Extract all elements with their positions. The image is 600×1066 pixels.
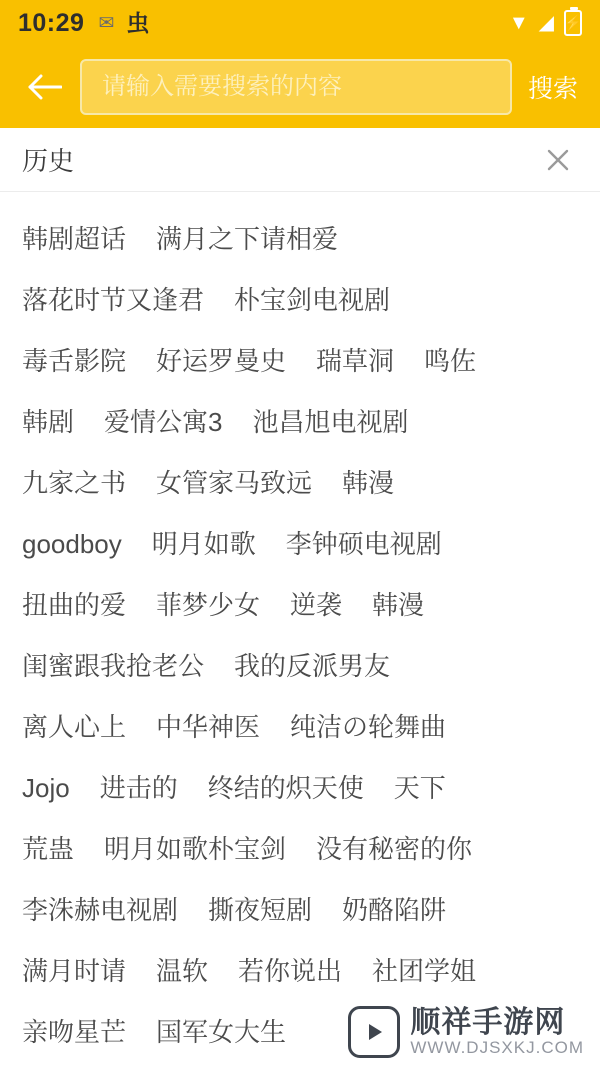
history-tag[interactable]: 毒舌影院 — [22, 345, 127, 376]
history-header — [0, 128, 600, 192]
history-tag[interactable]: 闺蜜跟我抢老公 — [22, 650, 205, 681]
history-tag[interactable]: 韩剧 — [22, 406, 75, 437]
status-left-icons — [98, 9, 150, 36]
search-header — [0, 46, 600, 128]
history-tag-row — [0, 574, 600, 635]
history-tag-row — [0, 330, 600, 391]
history-tag[interactable]: 国军女大生 — [156, 1016, 287, 1047]
history-tag[interactable]: 社团学姐 — [372, 955, 477, 986]
history-tag[interactable]: 九家之书 — [22, 467, 127, 498]
history-tag[interactable]: 明月如歌朴宝剑 — [104, 833, 287, 864]
history-tag[interactable]: 扭曲的爱 — [22, 589, 127, 620]
battery-charging-icon — [564, 10, 582, 36]
history-tag[interactable]: 奶酪陷阱 — [342, 894, 447, 925]
history-tag[interactable]: 满月时请 — [22, 955, 127, 986]
history-tag[interactable]: goodboy — [22, 528, 122, 559]
history-tag[interactable]: 明月如歌 — [151, 528, 256, 559]
history-tag[interactable]: 逆袭 — [290, 589, 343, 620]
search-input[interactable] — [102, 73, 490, 101]
history-tag[interactable]: Jojo — [22, 772, 70, 803]
history-tag[interactable]: 中华神医 — [156, 711, 261, 742]
mail-icon: ✉ — [98, 12, 115, 34]
history-tag[interactable]: 纯洁の轮舞曲 — [290, 711, 447, 742]
history-tag-row — [0, 879, 600, 940]
history-tag[interactable]: 池昌旭电视剧 — [252, 406, 409, 437]
history-tag[interactable]: 满月之下请相爱 — [156, 223, 339, 254]
history-tag[interactable]: 李钟硕电视剧 — [285, 528, 442, 559]
history-tag[interactable]: 菲梦少女 — [156, 589, 261, 620]
status-bar — [0, 0, 600, 46]
history-tag[interactable]: 女管家马致远 — [156, 467, 313, 498]
search-button[interactable]: 搜索 — [527, 75, 578, 103]
history-tag-row — [0, 696, 600, 757]
history-tag-row — [0, 635, 600, 696]
history-tag[interactable]: 撕夜短剧 — [208, 894, 313, 925]
history-tag-row — [0, 940, 600, 1001]
history-tag[interactable]: 好运罗曼史 — [156, 345, 287, 376]
back-arrow-icon[interactable] — [18, 60, 72, 114]
status-right-icons — [509, 10, 582, 36]
history-tag-row — [0, 391, 600, 452]
watermark — [348, 1006, 584, 1058]
history-tag[interactable]: 落花时节又逢君 — [22, 284, 205, 315]
watermark-sub: WWW.DJSXKJ.COM — [410, 1037, 584, 1057]
history-tag[interactable]: 进击的 — [99, 772, 178, 803]
history-tag-row — [0, 208, 600, 269]
history-tag[interactable]: 离人心上 — [22, 711, 127, 742]
watermark-text — [410, 1007, 584, 1056]
history-tag[interactable]: 终结的炽天使 — [207, 772, 364, 803]
signal-icon: ◢ — [538, 12, 554, 34]
history-tag-row — [0, 269, 600, 330]
play-logo-icon — [348, 1006, 400, 1058]
history-tag[interactable]: 韩漫 — [342, 467, 395, 498]
history-tag-row — [0, 818, 600, 879]
history-tag-row — [0, 452, 600, 513]
history-tag[interactable]: 没有秘密的你 — [316, 833, 473, 864]
wifi-icon: ▼ — [508, 12, 529, 34]
search-field[interactable] — [80, 59, 512, 115]
history-tag[interactable]: 荒蛊 — [22, 833, 75, 864]
history-tag[interactable]: 爱情公寓3 — [104, 406, 223, 437]
history-tag[interactable]: 若你说出 — [238, 955, 343, 986]
history-title: 历史 — [22, 146, 75, 176]
history-tag[interactable]: 韩漫 — [372, 589, 425, 620]
chinese-char-icon: 虫 — [126, 9, 150, 36]
history-tag-row — [0, 757, 600, 818]
history-tag[interactable]: 李洙赫电视剧 — [22, 894, 179, 925]
history-tag[interactable]: 韩剧超话 — [22, 223, 127, 254]
history-tag-list — [0, 192, 600, 1062]
history-tag[interactable]: 亲吻星芒 — [22, 1016, 127, 1047]
history-tag[interactable]: 天下 — [393, 772, 446, 803]
watermark-main: 顺祥手游网 — [410, 1006, 566, 1040]
history-tag[interactable]: 温软 — [156, 955, 209, 986]
close-icon[interactable] — [538, 140, 578, 180]
history-tag[interactable]: 我的反派男友 — [234, 650, 391, 681]
history-tag[interactable]: 鸣佐 — [424, 345, 477, 376]
status-clock: 10:29 — [18, 8, 85, 37]
history-tag[interactable]: 瑞草洞 — [316, 345, 395, 376]
history-tag[interactable]: 朴宝剑电视剧 — [234, 284, 391, 315]
history-tag-row — [0, 513, 600, 574]
battery-bolt-icon: ⚡ — [563, 15, 583, 32]
